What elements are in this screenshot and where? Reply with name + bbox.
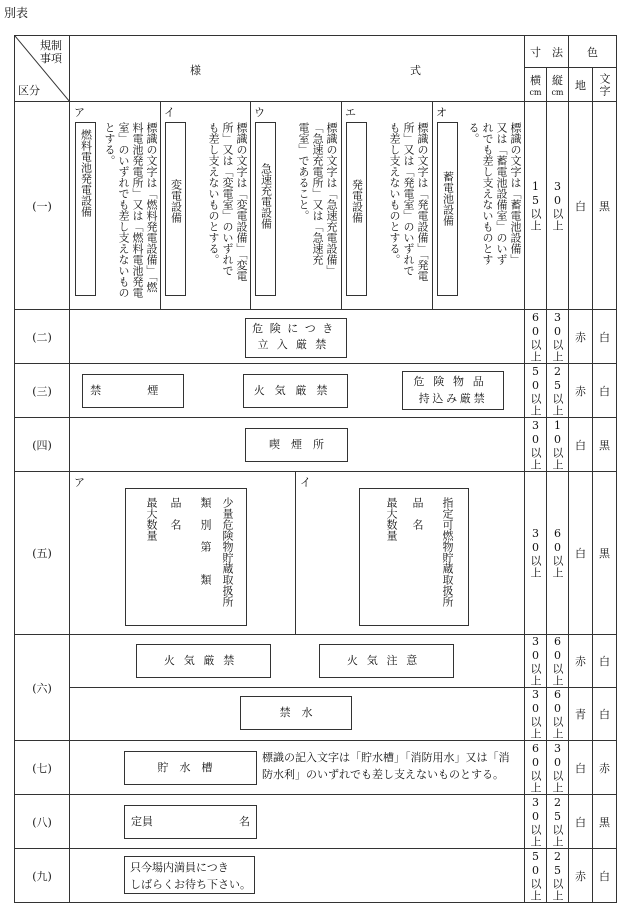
sign-note: 標識の文字は「変電設備」「変電所」又は「変電室」のいずれでも差し支えないものとする。	[207, 122, 248, 282]
dim-value: 30以上	[551, 310, 564, 363]
dim-width	[525, 635, 547, 688]
sign-box	[75, 122, 96, 296]
ground-color: 白	[569, 418, 593, 472]
text-color: 白	[593, 364, 617, 418]
dim-width	[525, 849, 547, 903]
row-id: (九)	[15, 849, 70, 903]
sample-left-label: 様	[190, 64, 201, 77]
sign-col: 指定可燃物貯蔵取扱所	[441, 497, 454, 607]
dim-value: 60以上	[529, 310, 542, 363]
dim-width	[525, 688, 547, 741]
hazard-items-sign	[402, 371, 504, 410]
page-title: 別表	[4, 6, 29, 20]
dim-width	[525, 472, 547, 635]
dim-width	[525, 310, 547, 364]
sign-text: 火気厳禁	[253, 384, 338, 397]
row-id: (七)	[15, 741, 70, 795]
text-label: 文字	[598, 72, 611, 97]
table-row	[15, 310, 617, 364]
ground-color: 赤	[569, 364, 593, 418]
sign-box	[437, 122, 458, 296]
table-row	[15, 418, 617, 472]
row1-sample	[70, 102, 525, 310]
dim-width	[525, 741, 547, 795]
sign-text: 火気注意	[346, 654, 427, 667]
height-unit: cm	[551, 88, 564, 97]
dim-value: 30以上	[529, 527, 542, 579]
ground-color: 白	[569, 741, 593, 795]
row-id: (一)	[15, 102, 70, 310]
dim-height	[547, 310, 569, 364]
sample-right-label: 式	[410, 64, 421, 77]
sign-text: 燃料電池発電設備	[79, 129, 93, 217]
fire-strictly-forbidden-sign	[243, 374, 348, 408]
table-row	[15, 849, 617, 903]
sign-text: 名	[239, 815, 250, 828]
width-header	[525, 68, 547, 102]
sign-label: ウ	[254, 106, 265, 119]
dim-value: 30以上	[529, 688, 542, 740]
sign-note: 標識の文字は「急速充電設備」「急速充電所」又は「急速充電室」であること。	[297, 122, 338, 271]
dim-value: 50以上	[529, 849, 542, 902]
water-tank-sign	[124, 751, 257, 785]
row-id: (四)	[15, 418, 70, 472]
sign-note: 標識の文字は「蓄電池設備」又は「蓄電池設備室」のいずれでも差し支えないものとする。	[467, 122, 522, 265]
dim-value: 25以上	[551, 849, 564, 902]
sign-line: 立入厳禁	[257, 338, 335, 351]
dim-value: 60以上	[551, 527, 564, 579]
sign-text: 定員	[131, 815, 153, 828]
dim-value: 50以上	[529, 364, 542, 417]
dim-width	[525, 102, 547, 310]
dim-value: 60以上	[551, 635, 564, 687]
sign-label: ア	[74, 106, 85, 119]
flammable-storage-sign	[359, 488, 469, 626]
dim-value: 25以上	[551, 364, 564, 417]
sign-box	[255, 122, 276, 296]
sign-text: 禁 水	[279, 706, 313, 719]
table-row	[15, 635, 617, 688]
ground-color: 赤	[569, 635, 593, 688]
dim-width	[525, 418, 547, 472]
ground-color: 赤	[569, 849, 593, 903]
sign-text: 蓄電池設備	[441, 171, 455, 226]
row-id: (三)	[15, 364, 70, 418]
sign-col: 品 名	[169, 497, 182, 530]
text-color: 白	[593, 635, 617, 688]
sign-text: 変電設備	[169, 179, 183, 223]
row6a-sample	[70, 635, 525, 688]
dim-height	[547, 418, 569, 472]
text-color: 赤	[593, 741, 617, 795]
text-color: 黒	[593, 102, 617, 310]
sign-text: 急速充電設備	[259, 163, 273, 229]
dim-height	[547, 472, 569, 635]
corner-cell	[15, 36, 70, 102]
text-color: 黒	[593, 472, 617, 635]
text-color: 黒	[593, 418, 617, 472]
sign-note: 標識の文字は「発電設備」「発電所」又は「発電室」のいずれでも差し支えないものとする。	[388, 122, 429, 282]
row4-sample	[70, 418, 525, 472]
dim-value: 25以上	[551, 795, 564, 848]
dim-height	[547, 635, 569, 688]
dims-header: 寸 法	[525, 36, 569, 68]
sign-box	[165, 122, 186, 296]
no-water-sign	[240, 696, 352, 730]
sign-col: 最大数量	[145, 497, 158, 541]
sign-text: 禁 煙	[90, 384, 176, 397]
regulation-table	[14, 35, 617, 903]
sign-line: 危険物品	[413, 375, 493, 388]
height-label: 縦	[552, 74, 563, 87]
row-id: (八)	[15, 795, 70, 849]
table-row	[15, 795, 617, 849]
table-row	[15, 741, 617, 795]
smoking-area-sign	[245, 428, 348, 462]
sign-label: ア	[74, 476, 85, 489]
width-unit: cm	[529, 88, 542, 97]
sign-label: イ	[164, 106, 175, 119]
sample-header	[70, 36, 525, 102]
sign-label: オ	[436, 106, 447, 119]
dim-value: 60以上	[551, 688, 564, 740]
row-id: (二)	[15, 310, 70, 364]
table-row	[15, 472, 617, 635]
fire-forbidden-sign	[136, 644, 271, 678]
row2-sample	[70, 310, 525, 364]
row5-sample	[70, 472, 525, 635]
sign-box	[346, 122, 367, 296]
row7-sample	[70, 741, 525, 795]
ground-color: 白	[569, 102, 593, 310]
corner-bottom-label: 区分	[18, 84, 40, 97]
table-row	[15, 364, 617, 418]
corner-top-label: 規制事項	[40, 39, 62, 65]
dim-width	[525, 364, 547, 418]
dim-value: 30以上	[551, 179, 564, 232]
sign-note: 標識の記入文字は「貯水槽」「消防用水」又は「消防水利」のいずれでも差し支えないものとする。	[262, 751, 510, 781]
ground-color: 赤	[569, 310, 593, 364]
text-color: 白	[593, 310, 617, 364]
dim-height	[547, 849, 569, 903]
text-color: 白	[593, 688, 617, 741]
row9-sample	[70, 849, 525, 903]
row6b-sample	[70, 688, 525, 741]
dim-height	[547, 688, 569, 741]
width-label: 横	[530, 74, 541, 87]
sign-col: 少量危険物貯蔵取扱所	[221, 497, 234, 607]
dim-height	[547, 741, 569, 795]
dim-height	[547, 795, 569, 849]
table-row	[15, 102, 617, 310]
text-header	[593, 68, 617, 102]
sign-col: 最大数量	[385, 497, 398, 541]
sign-line: 危険につき	[252, 322, 340, 335]
row-id: (五)	[15, 472, 70, 635]
dim-height	[547, 102, 569, 310]
height-header	[547, 68, 569, 102]
ground-color: 青	[569, 688, 593, 741]
sign-line: 持込み厳禁	[418, 392, 488, 405]
capacity-sign	[124, 805, 257, 839]
row8-sample	[70, 795, 525, 849]
table-row	[15, 688, 617, 741]
dim-value: 30以上	[551, 741, 564, 794]
sign-label: イ	[300, 476, 311, 489]
ground-color: 白	[569, 472, 593, 635]
sign-line: しばらくお待ち下さい。	[130, 878, 251, 891]
dim-width	[525, 795, 547, 849]
small-hazmat-sign	[125, 488, 247, 626]
dim-value: 10以上	[551, 418, 564, 471]
ground-header: 地	[569, 68, 593, 102]
sign-col: 類 別 第 類	[199, 497, 212, 585]
row3-sample	[70, 364, 525, 418]
dim-value: 60以上	[529, 741, 542, 794]
dim-value: 30以上	[529, 795, 542, 848]
sign-line: 只今場内満員につき	[130, 861, 229, 874]
text-color: 白	[593, 849, 617, 903]
full-house-sign	[124, 856, 255, 894]
fire-caution-sign	[319, 644, 454, 678]
sign-text: 貯水槽	[157, 761, 224, 774]
sign-text: 火気厳禁	[163, 654, 244, 667]
sign-col: 品 名	[411, 497, 424, 530]
sign-label: エ	[345, 106, 356, 119]
sign-text: 発電設備	[350, 179, 364, 223]
no-smoking-sign	[82, 374, 184, 408]
sign-text: 喫 煙 所	[269, 438, 324, 451]
color-header: 色	[569, 36, 617, 68]
dim-value: 30以上	[529, 418, 542, 471]
text-color: 黒	[593, 795, 617, 849]
dim-value: 15以上	[529, 179, 542, 232]
dim-height	[547, 364, 569, 418]
sign-note: 標識の文字は「燃料発電設備」「燃料電池発電所」又は「燃料電池発電室」のいずれでも差し支えないものとする。	[103, 122, 158, 298]
ground-color: 白	[569, 795, 593, 849]
danger-sign	[245, 318, 347, 358]
dim-value: 30以上	[529, 635, 542, 687]
row-id: (六)	[15, 635, 70, 741]
